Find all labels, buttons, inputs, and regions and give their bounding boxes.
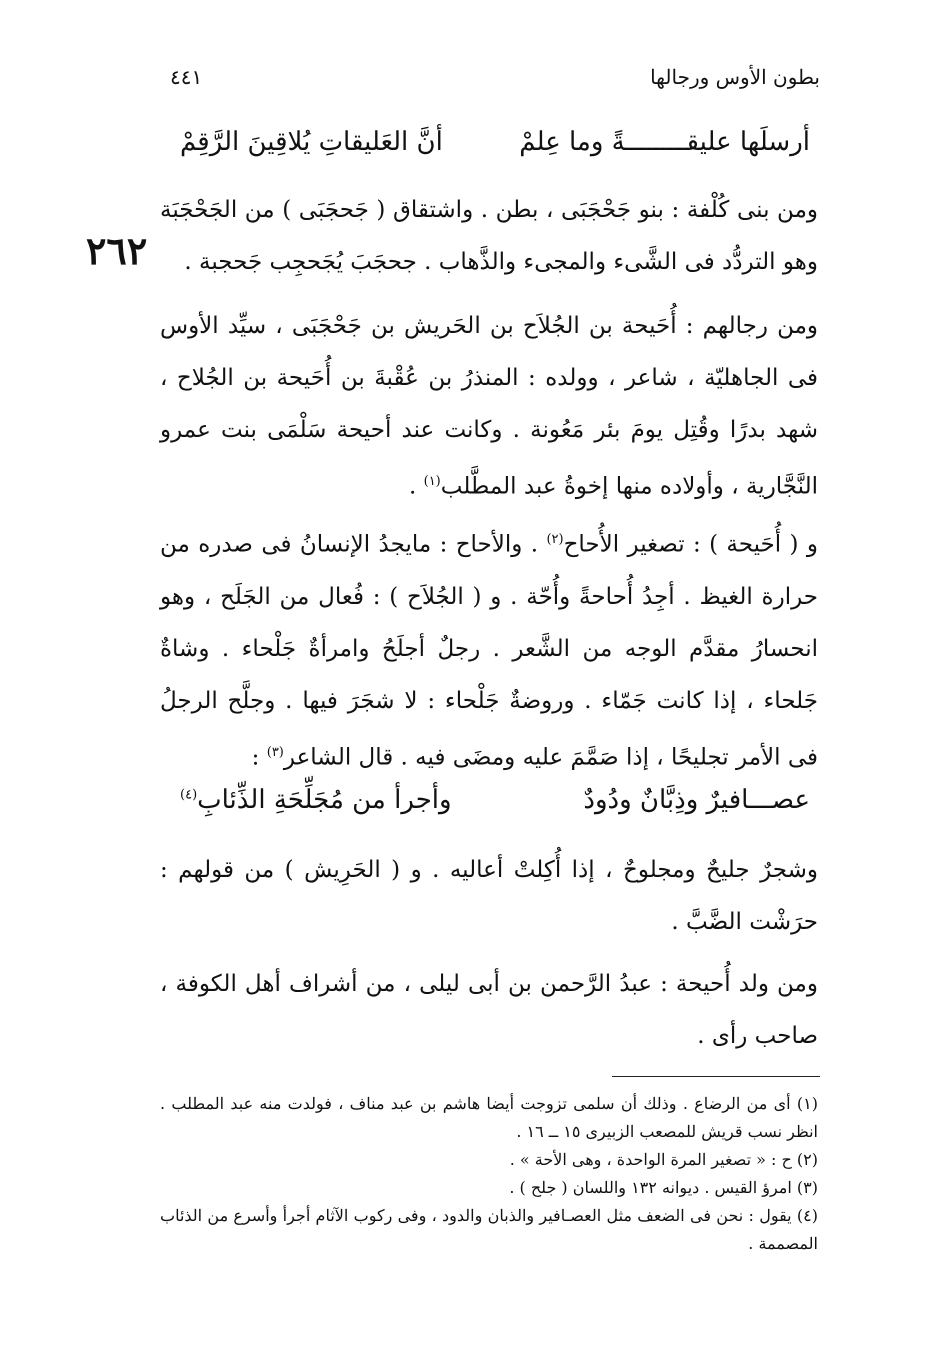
footnote-separator xyxy=(612,1076,820,1077)
footnote-3: (٣) امرؤ القيس . ديوانه ١٣٢ واللسان ( جلح ) . xyxy=(509,1178,818,1197)
paragraph-uhayha xyxy=(160,300,818,513)
margin-number: ٢٦٢ xyxy=(86,228,148,273)
paragraph-2-body: ومن رجالهم : أُحَيحة بن الجُلاَح بن الحَريش بن جَحْجَبَى ، سيِّد الأوس فى الجاهليّة ، شاعر ، وولده : المنذرُ بن عُقْبةَ بن أُحَيحة بن الجُلاح ، شهد بدرًا وقُتِل يومَ بئر مَعُونة . وكانت عند أحيحة سَلْمَى بنت عمرو النَّجَّارية ، وأولاده منها إخوةُ عبد المطَّلب xyxy=(160,313,818,500)
paragraph-2-end: . xyxy=(408,473,424,500)
running-title: بطون الأوس ورجالها xyxy=(650,65,820,89)
paragraph-3-start: و ( أُحَيحة ) : تصغير الأُحاح xyxy=(563,531,818,558)
paragraph-2-text xyxy=(160,300,818,513)
verse-2-second-text: وأجرأ من مُجَلِّحَةِ الذِّئابِ xyxy=(197,785,452,815)
paragraph-abd-al-rahman xyxy=(160,958,818,1062)
paragraph-4-text: وشجرٌ جليحٌ ومجلوحٌ ، إذا أُكِلتْ أعاليه . و ( الحَرِيش ) من قولهم : حرَشْت الضَّبَّ . xyxy=(160,857,818,935)
paragraph-5-text: ومن ولد أُحيحة : عبدُ الرَّحمن بن أبى ليلى ، من أشراف أهل الكوفة ، صاحب رأى . xyxy=(160,971,818,1049)
paragraph-etymology xyxy=(160,514,818,783)
page-number: ٤٤١ xyxy=(170,65,203,89)
footnote-2: (٢) ح : « تصغير المرة الواحدة ، وهى الأحة » . xyxy=(509,1150,818,1169)
verse-line-1 xyxy=(180,122,810,162)
paragraph-1-text: ومن بنى كُلْفة : بنو جَحْجَبَى ، بطن . واشتقاق ( جَحجَبَى ) من الجَحْجَبَة وهو التردُّد فى الشَّىء والمجىء والذَّهاب . جحجَبَ يُجَحجِب جَحجبة . xyxy=(160,197,818,275)
verse-1-first-hemistich: أرسلَها عليقــــــــةً وما عِلمْ xyxy=(519,127,810,157)
running-header xyxy=(170,62,820,92)
verse-1-second-hemistich: أنَّ العَليقاتِ يُلاقِينَ الرَّقِمْ xyxy=(180,127,443,157)
footnote-1: (١) أى من الرضاع . وذلك أن سلمى تزوجت أيضا هاشم بن عبد مناف ، فولدت منه عبد المطلب . انظر نسب قريش للمصعب الزبيرى ١٥ ــ ١٦ . xyxy=(160,1094,818,1141)
verse-2-second-hemistich xyxy=(180,785,452,815)
paragraph-harish xyxy=(160,844,818,948)
paragraph-3-body: . والأحاح : مايجدُ الإنسانُ فى صدره من حرارة الغيظ . أجِدُ أُحاحةً وأُحّة . و ( الجُلاَح ) : فُعال من الجَلَح ، وهو انحسارُ مقدَّم الوجه من الشَّعر . رجلٌ أجلَحُ وامرأةٌ جَلْحاء . وشاةٌ جَلحاء ، إذا كانت جَمّاء . وروضةٌ جَلْحاء : لا شجَرَ فيها . وجلَّح الرجلُ فى الأمر تجليحًا ، إذا صَمَّمَ عليه ومضَى فيه . قال الشاعر xyxy=(160,531,818,771)
paragraph-3-end: : xyxy=(251,744,267,771)
paragraph-3-text xyxy=(160,514,818,783)
footnote-mark-3: (٣) xyxy=(266,744,284,760)
footnotes xyxy=(160,1090,818,1258)
footnote-mark-1: (١) xyxy=(423,474,441,489)
footnote-4: (٤) يقول : نحن فى الضعف مثل العصـافير والذبان والدود ، وفى ركوب الآثام أجرأ وأسرع من الذئاب المصممة . xyxy=(160,1206,818,1253)
verse-2-first-hemistich: عصـــافيرٌ وذِبَّانٌ ودُودٌ xyxy=(583,785,810,815)
footnote-mark-4: (٤) xyxy=(180,787,198,803)
verse-line-2 xyxy=(180,780,810,820)
footnote-mark-2: (٢) xyxy=(546,532,564,547)
paragraph-kulfa xyxy=(160,184,818,288)
